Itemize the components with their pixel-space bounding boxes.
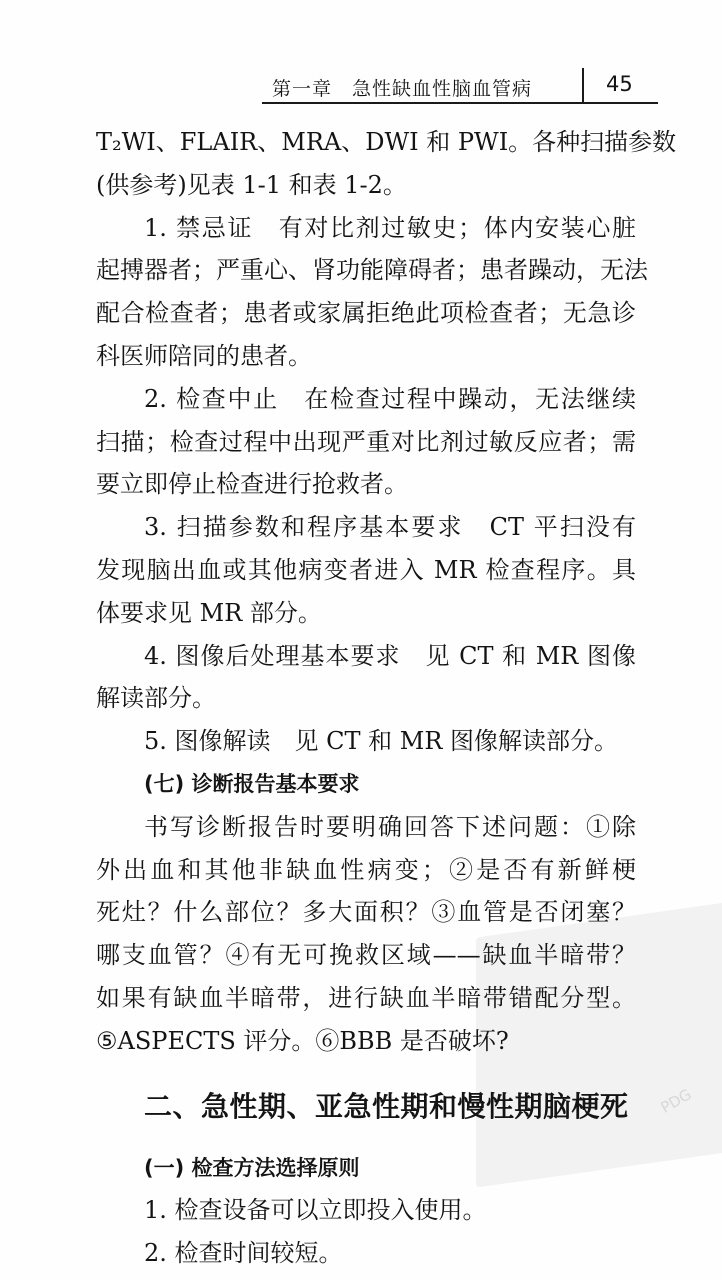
text-line: 哪支血管？④有无可挽救区域——缺血半暗带？ bbox=[96, 941, 636, 970]
text-line: 发现脑出血或其他病变者进入 MR 检查程序。具 bbox=[96, 555, 636, 584]
text-line: 3. 扫描参数和程序基本要求 CT 平扫没有 bbox=[144, 513, 636, 542]
text-line: 4. 图像后处理基本要求 见 CT 和 MR 图像 bbox=[144, 641, 636, 670]
pdg-watermark-label: PDG bbox=[657, 1085, 695, 1117]
text-line: 2. 检查中止 在检查过程中躁动，无法继续 bbox=[144, 384, 636, 413]
text-line: 外出血和其他非缺血性病变；②是否有新鲜梗 bbox=[96, 855, 636, 884]
text-line: T₂WI、FLAIR、MRA、DWI 和 PWI。各种扫描参数 bbox=[96, 128, 677, 156]
section-heading: 二、急性期、亚急性期和慢性期脑梗死 bbox=[144, 1089, 629, 1123]
header-divider bbox=[582, 68, 584, 102]
text-line: 1. 禁忌证 有对比剂过敏史；体内安装心脏 bbox=[144, 213, 636, 242]
text-line: ⑤ASPECTS 评分。⑥BBB 是否破坏? bbox=[96, 1026, 509, 1055]
text-line: 解读部分。 bbox=[96, 684, 216, 713]
text-line: 扫描；检查过程中出现严重对比剂过敏反应者；需 bbox=[96, 427, 636, 456]
running-header bbox=[262, 64, 658, 104]
subsection-heading-method: (一) 检查方法选择原则 bbox=[144, 1155, 360, 1180]
page-number: 45 bbox=[606, 72, 633, 96]
text-line: 2. 检查时间较短。 bbox=[144, 1239, 343, 1268]
text-line: 配合检查者；患者或家属拒绝此项检查者；无急诊 bbox=[96, 299, 636, 328]
text-line: 起搏器者；严重心、肾功能障碍者；患者躁动，无法 bbox=[96, 256, 648, 285]
subsection-heading-report: (七) 诊断报告基本要求 bbox=[144, 771, 360, 796]
text-line: 如果有缺血半暗带，进行缺血半暗带错配分型。 bbox=[96, 983, 636, 1012]
text-line: 1. 检查设备可以立即投入使用。 bbox=[144, 1196, 487, 1225]
text-line: 科医师陪同的患者。 bbox=[96, 341, 312, 370]
text-line: 体要求见 MR 部分。 bbox=[96, 598, 322, 627]
text-line: 要立即停止检查进行抢救者。 bbox=[96, 470, 408, 499]
chapter-title: 第一章 急性缺血性脑血管病 bbox=[272, 78, 533, 100]
text-line: 5. 图像解读 见 CT 和 MR 图像解读部分。 bbox=[144, 727, 619, 756]
text-line: 书写诊断报告时要明确回答下述问题：①除 bbox=[144, 812, 636, 841]
text-line: 死灶？什么部位？多大面积？③血管是否闭塞？ bbox=[96, 898, 636, 927]
text-line: (供参考)见表 1-1 和表 1-2。 bbox=[96, 170, 407, 199]
